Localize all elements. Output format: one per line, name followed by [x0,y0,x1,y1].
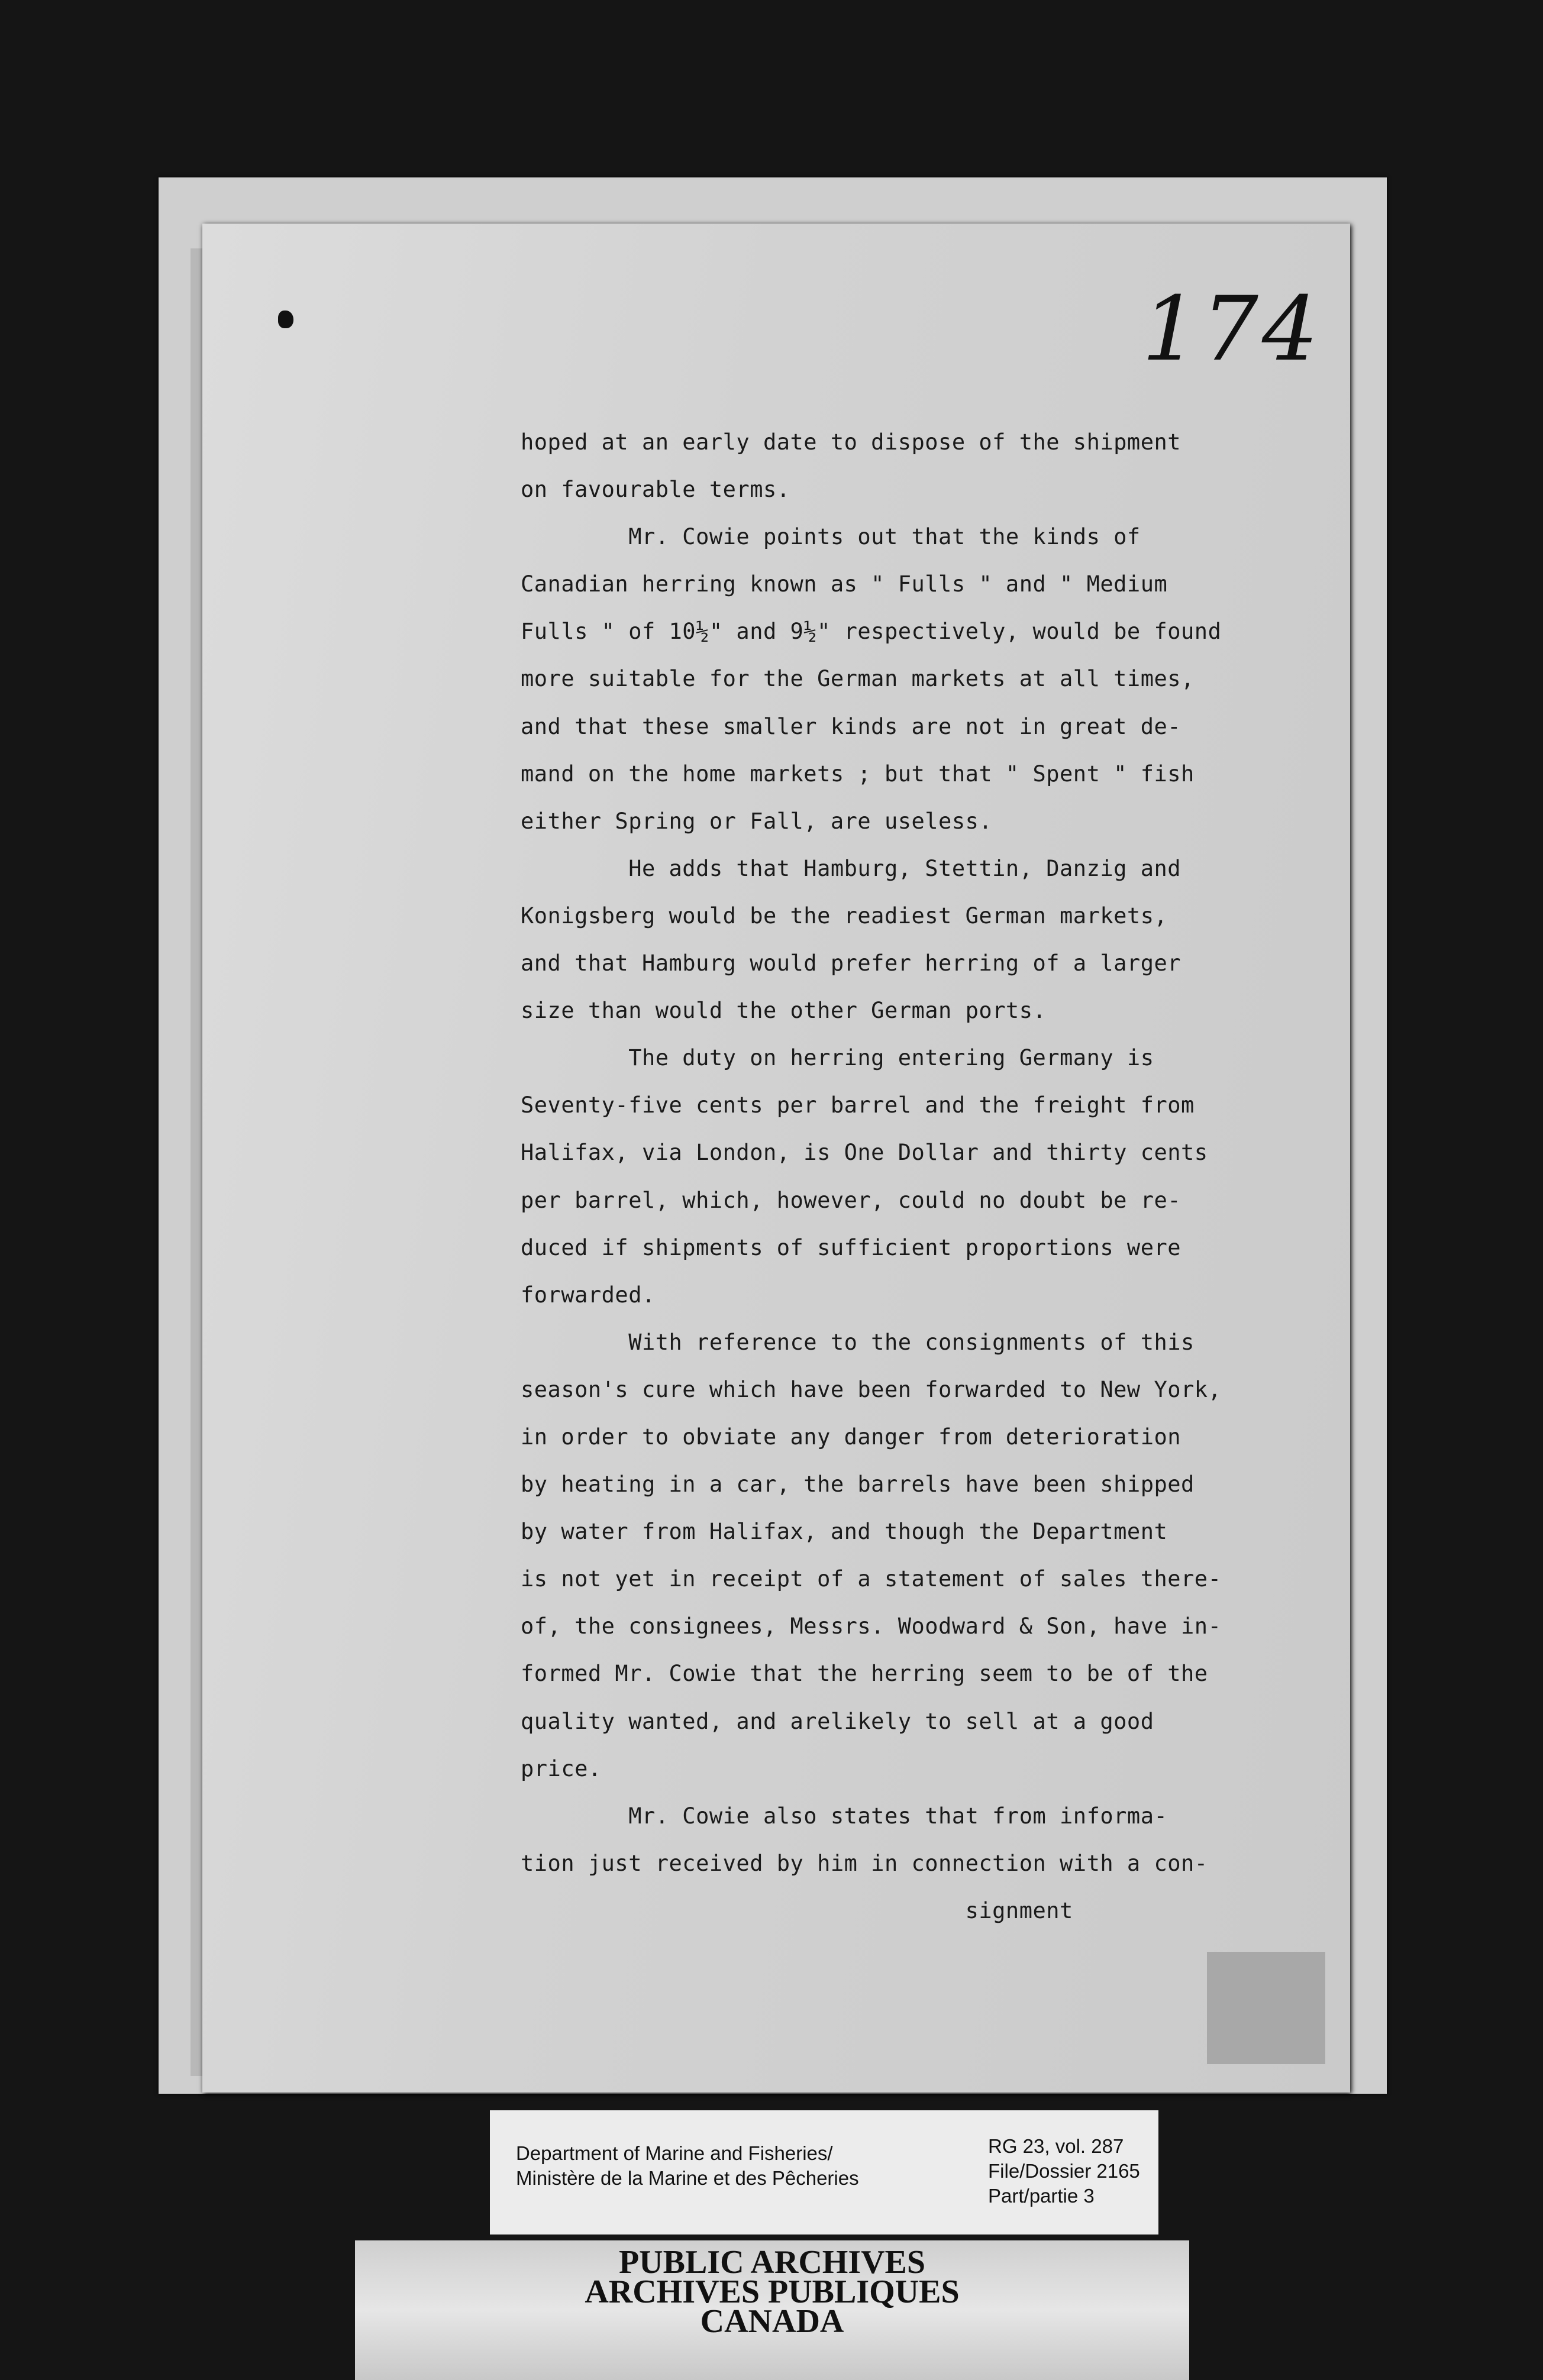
text-line: He adds that Hamburg, Stettin, Danzig and [521,855,1182,881]
text-line: forwarded. [521,1282,656,1308]
file-dossier: File/Dossier 2165 [988,2160,1140,2182]
text-line: formed Mr. Cowie that the herring seem to be of the [521,1661,1208,1687]
folio-number: 174 [1142,278,1322,381]
department-names [516,2141,859,2191]
text-line: per barrel, which, however, could no doubt be re- [521,1187,1182,1213]
text-line: on favourable terms. [521,477,790,503]
text-line: more suitable for the German markets at all times, [521,666,1195,692]
reference-block [988,2134,1140,2208]
ink-mark [278,311,293,328]
text-line: of, the consignees, Messrs. Woodward & Son, have in- [521,1613,1222,1640]
typed-text [521,419,1284,1935]
text-line: Canadian herring known as " Fulls " and " Medium [521,571,1168,597]
text-line: tion just received by him in connection with a con- [521,1850,1208,1876]
text-line: season's cure which have been forwarded to New York, [521,1376,1222,1402]
text-line: in order to obviate any danger from deterioration [521,1424,1182,1450]
text-line: either Spring or Fall, are useless. [521,808,993,834]
text-line: quality wanted, and arelikely to sell at a good [521,1708,1154,1734]
text-line: Mr. Cowie points out that the kinds of [521,524,1141,550]
text-line: duced if shipments of sufficient proportions were [521,1234,1182,1260]
text-line: Konigsberg would be the readiest German markets, [521,903,1168,929]
part-partie: Part/partie 3 [988,2185,1095,2207]
archives-fr: ARCHIVES PUBLIQUES [585,2274,960,2310]
text-line: is not yet in receipt of a statement of sales there- [521,1566,1222,1592]
archive-label [490,2110,1158,2235]
text-line: price. [521,1755,602,1781]
text-line: mand on the home markets ; but that " Spent " fish [521,761,1195,787]
text-line: hoped at an early date to dispose of the shipment [521,429,1182,455]
text-line: by heating in a car, the barrels have been shipped [521,1472,1195,1498]
department-fr: Ministère de la Marine et des Pêcheries [516,2167,859,2189]
text-line: by water from Halifax, and though the Department [521,1519,1168,1545]
text-line: size than would the other German ports. [521,998,1047,1024]
text-line: Seventy-five cents per barrel and the freight from [521,1092,1195,1118]
archives-country: CANADA [700,2303,844,2340]
text-line: signment [521,1897,1073,1923]
paper-stamp-patch [1207,1952,1325,2064]
text-line: Mr. Cowie also states that from informa- [521,1803,1168,1829]
text-line: Fulls " of 10½" and 9½" respectively, would be found [521,619,1222,645]
record-group: RG 23, vol. 287 [988,2135,1124,2157]
archives-en: PUBLIC ARCHIVES [618,2244,926,2281]
text-line: Halifax, via London, is One Dollar and thirty cents [521,1140,1208,1166]
text-line: and that Hamburg would prefer herring of a larger [521,950,1182,976]
archives-banner [355,2240,1189,2380]
department-en: Department of Marine and Fisheries/ [516,2142,833,2164]
text-line: and that these smaller kinds are not in great de- [521,713,1182,739]
text-line: The duty on herring entering Germany is [521,1045,1154,1071]
text-line: With reference to the consignments of this [521,1329,1195,1355]
